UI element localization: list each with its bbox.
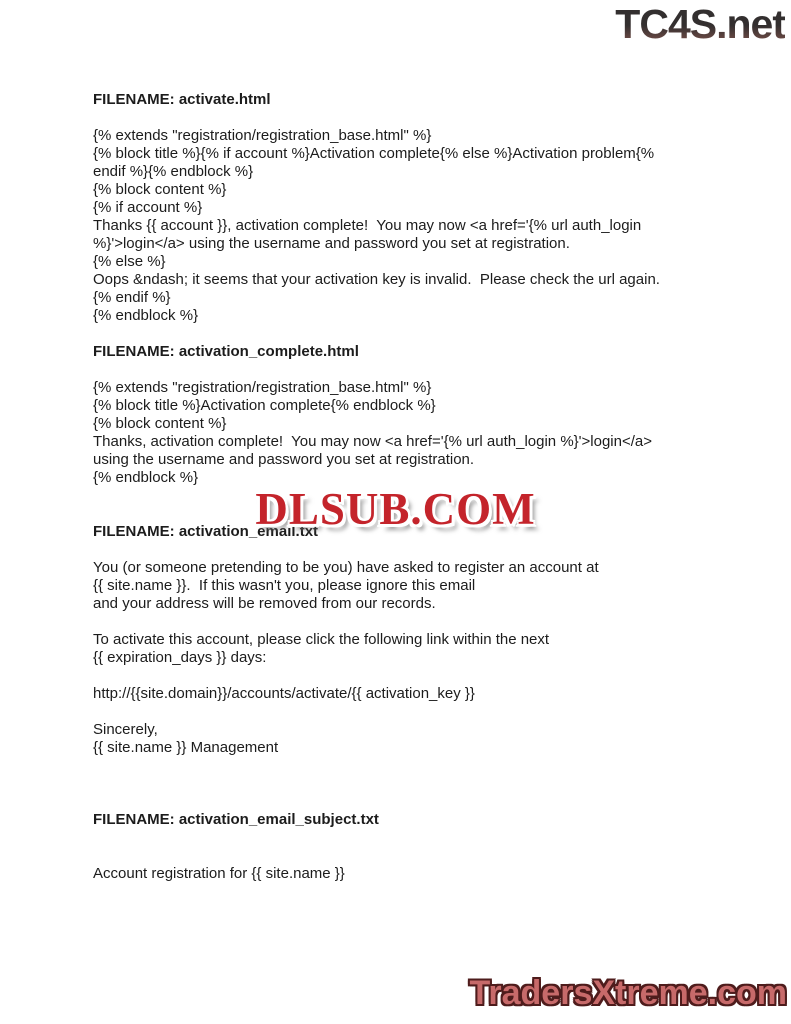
doc-line: Oops &ndash; it seems that your activation key is invalid. Please check the url again. <box>93 271 660 288</box>
blank-line <box>93 541 743 559</box>
doc-line: {% block content %} <box>93 415 227 432</box>
doc-line: You (or someone pretending to be you) have asked to register an account at <box>93 559 599 576</box>
dlsub-watermark: DLSUB.COM <box>255 484 536 534</box>
doc-line: Thanks {{ account }}, activation complete! You may now <a href='{% url auth_login <box>93 217 642 234</box>
doc-line: To activate this account, please click the following link within the next <box>93 631 550 648</box>
doc-line: {{ site.name }}. If this wasn't you, please ignore this email <box>93 577 476 594</box>
doc-line: and your address will be removed from our records. <box>93 595 436 612</box>
doc-line: {% endblock %} <box>93 307 199 324</box>
doc-line: Sincerely, <box>93 721 158 738</box>
doc-line: {% endif %} <box>93 289 171 306</box>
doc-line: {% block title %}{% if account %}Activation complete{% else %}Activation problem{% <box>93 145 655 162</box>
doc-line: {% block content %} <box>93 181 227 198</box>
blank-line <box>93 361 743 379</box>
filename-heading: FILENAME: activate.html <box>93 91 271 108</box>
doc-line: {% endblock %} <box>93 469 199 486</box>
filename-heading: FILENAME: activation_email_subject.txt <box>93 811 379 828</box>
blank-line <box>93 667 743 685</box>
blank-line <box>93 829 743 847</box>
doc-line: http://{{site.domain}}/accounts/activate/{{ activation_key }} <box>93 685 475 702</box>
blank-line <box>93 793 743 811</box>
blank-line <box>93 109 743 127</box>
tc4s-watermark: TC4S.net <box>615 1 785 47</box>
doc-line: {{ expiration_days }} days: <box>93 649 267 666</box>
filename-heading: FILENAME: activation_email.txt <box>93 523 319 540</box>
blank-line <box>93 325 743 343</box>
doc-line: {% extends "registration/registration_base.html" %} <box>93 127 432 144</box>
doc-line: using the username and password you set at registration. <box>93 451 475 468</box>
doc-line: Account registration for {{ site.name }} <box>93 865 345 882</box>
doc-line: {% block title %}Activation complete{% endblock %} <box>93 397 436 414</box>
tradersxtreme-watermark: TradersXtreme.com <box>469 974 787 1012</box>
blank-line <box>93 847 743 865</box>
blank-line <box>93 613 743 631</box>
doc-line: {% if account %} <box>93 199 203 216</box>
blank-line <box>93 775 743 793</box>
doc-line: {{ site.name }} Management <box>93 739 279 756</box>
doc-line: %}'>login</a> using the username and password you set at registration. <box>93 235 570 252</box>
blank-line <box>93 703 743 721</box>
doc-line: endif %}{% endblock %} <box>93 163 254 180</box>
filename-heading: FILENAME: activation_complete.html <box>93 343 359 360</box>
doc-line: {% extends "registration/registration_base.html" %} <box>93 379 432 396</box>
blank-line <box>93 757 743 775</box>
doc-line: {% else %} <box>93 253 166 270</box>
doc-line: Thanks, activation complete! You may now <a href='{% url auth_login %}'>login</a> <box>93 433 653 450</box>
